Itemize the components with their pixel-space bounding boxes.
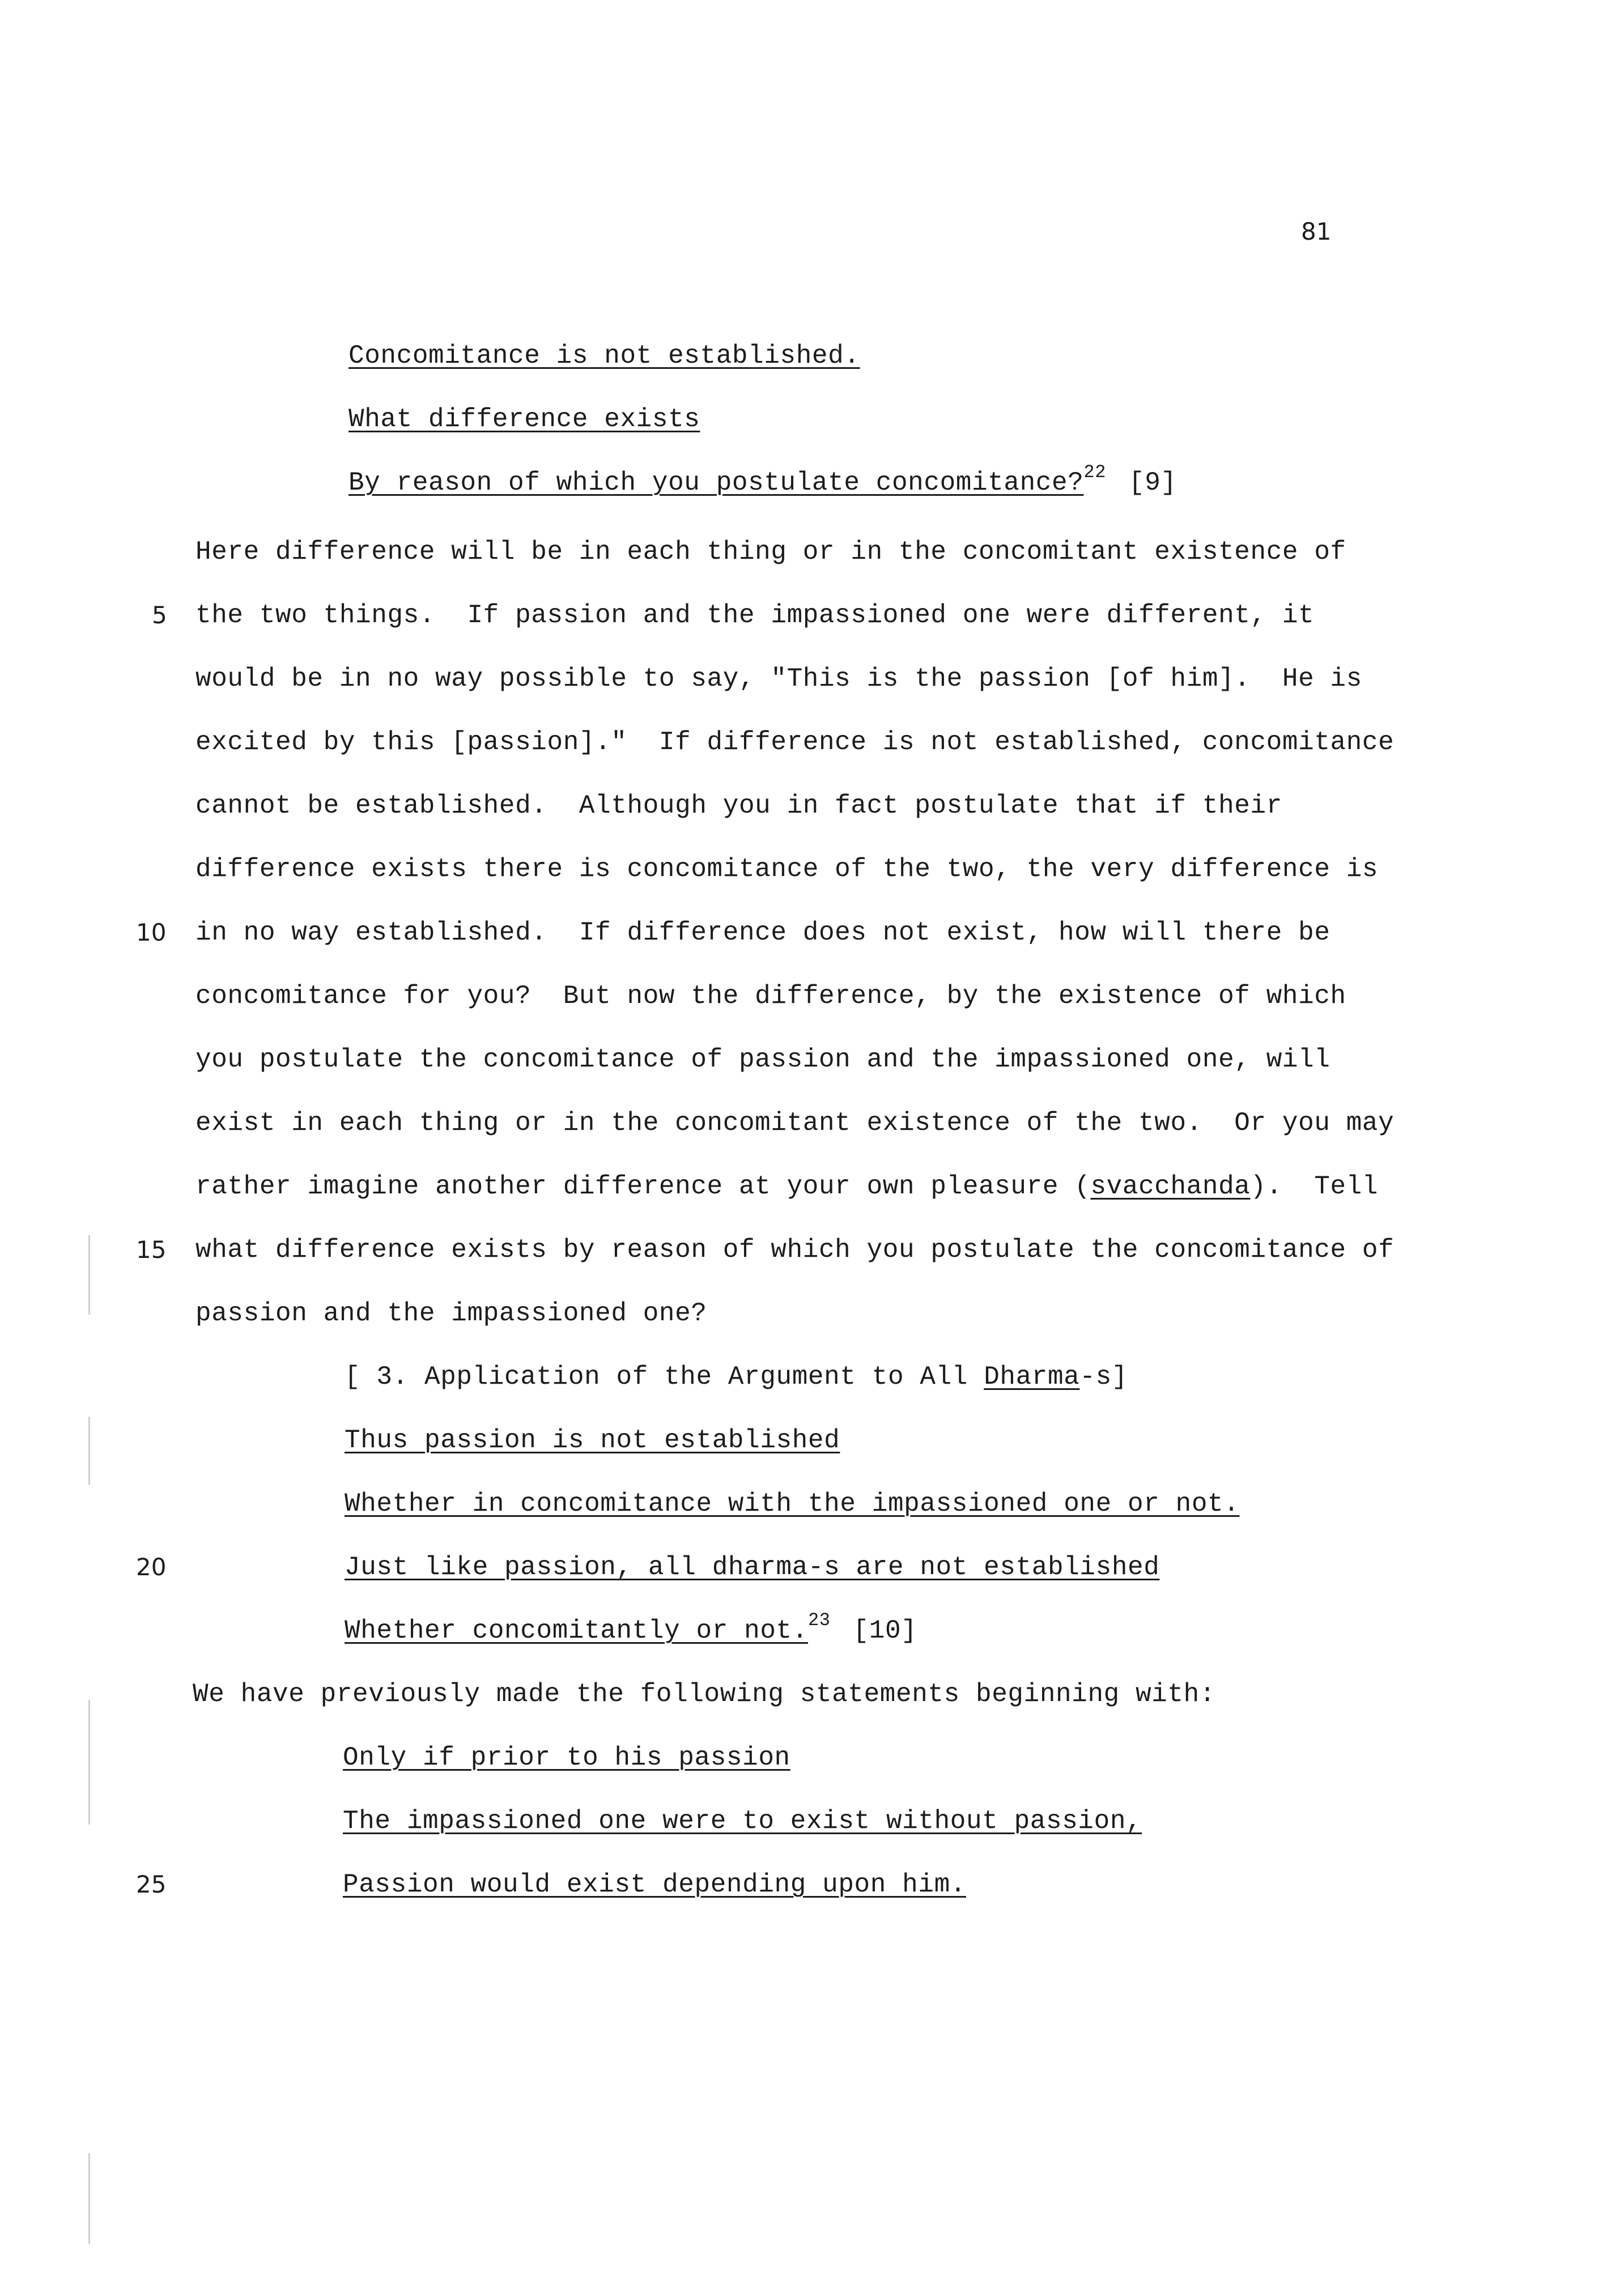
verse-2-line-3: Just like passion, all dharma-s are not established <box>345 1553 1160 1582</box>
footnote-ref-23: 23 <box>807 1609 831 1631</box>
para-1-line-9: you postulate the concomitance of passion and the impassioned one, will <box>195 1045 1330 1074</box>
para-1-line-4: excited by this [passion]." If difference is not established, concomitance <box>195 728 1395 757</box>
para-1-line-11 <box>195 1171 1378 1202</box>
scan-mark <box>88 1235 90 1315</box>
para-1-line-1: Here difference will be in each thing or in the concomitant existence of <box>195 537 1346 567</box>
term-dharma: Dharma <box>984 1362 1080 1392</box>
verse-3-line-1: Only if prior to his passion <box>343 1743 790 1772</box>
line-number-20: 20 <box>136 1553 167 1581</box>
para-1-line-3: would be in no way possible to say, "This is the passion [of him]. He is <box>195 664 1362 694</box>
para-1-line-10: exist in each thing or in the concomitant existence of the two. Or you may <box>195 1108 1395 1138</box>
verse-2-line-4-text: Whether concomitantly or not. <box>345 1616 808 1646</box>
section-heading-after: -s] <box>1079 1362 1128 1392</box>
section-heading <box>345 1361 1128 1393</box>
scan-mark <box>88 1700 90 1825</box>
para-1-line-12: what difference exists by reason of which you postulate the concomitance of <box>195 1235 1395 1265</box>
para-1-line-13: passion and the impassioned one? <box>195 1299 707 1328</box>
scan-mark <box>88 1417 90 1485</box>
verse-ref-9: [9] <box>1129 468 1177 498</box>
line-number-15: 15 <box>136 1236 167 1264</box>
para-2-line-1: We have previously made the following statements beginning with: <box>193 1680 1216 1709</box>
verse-2-line-4 <box>345 1609 917 1647</box>
para-1-line-7: in no way established. If difference does not exist, how will there be <box>195 918 1330 947</box>
verse-3-line-2: The impassioned one were to exist without passion, <box>343 1806 1142 1836</box>
para-1-line-6: difference exists there is concomitance of the two, the very difference is <box>195 854 1379 884</box>
verse-ref-10: [10] <box>853 1616 917 1646</box>
para-1-line-11-after: ). Tell <box>1250 1172 1379 1201</box>
line-number-5: 5 <box>152 601 167 629</box>
verse-2-line-2: Whether in concomitance with the impassioned one or not. <box>345 1489 1240 1519</box>
verse-1-line-3-text: By reason of which you postulate concomitance? <box>348 468 1084 498</box>
footnote-ref-22: 22 <box>1083 461 1107 483</box>
verse-1-line-1: Concomitance is not established. <box>348 341 860 371</box>
para-1-line-8: concomitance for you? But now the difference, by the existence of which <box>195 981 1346 1011</box>
verse-1-line-2: What difference exists <box>348 405 700 434</box>
line-number-25: 25 <box>136 1870 167 1898</box>
para-1-line-11-before: rather imagine another difference at your own pleasure ( <box>195 1172 1091 1201</box>
verse-2-line-1: Thus passion is not established <box>345 1426 840 1455</box>
term-svacchanda: svacchanda <box>1090 1172 1251 1201</box>
page-number: 81 <box>1301 218 1332 245</box>
line-number-10: 10 <box>136 919 167 946</box>
para-1-line-2: the two things. If passion and the impassioned one were different, it <box>195 601 1315 630</box>
scan-mark <box>88 2153 90 2244</box>
verse-1-line-3 <box>348 461 1177 499</box>
verse-3-line-3: Passion would exist depending upon him. <box>343 1870 966 1899</box>
section-heading-before: [ 3. Application of the Argument to All <box>345 1362 984 1392</box>
para-1-line-5: cannot be established. Although you in fact postulate that if their <box>195 791 1282 820</box>
